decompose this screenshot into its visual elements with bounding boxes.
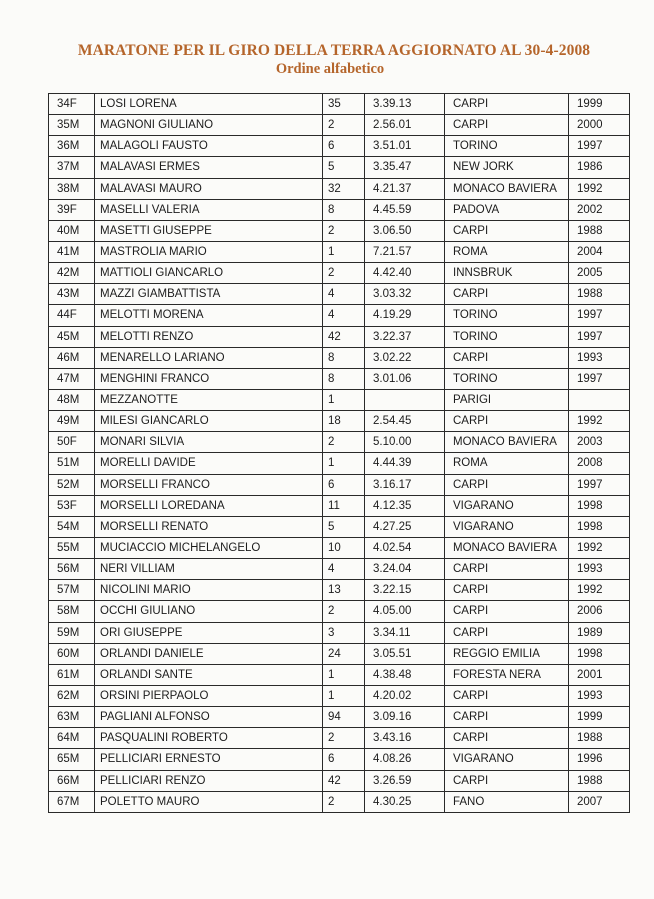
best-time: 3.01.06 <box>365 368 445 389</box>
race-year: 1988 <box>569 284 630 305</box>
best-time: 3.43.16 <box>365 728 445 749</box>
race-year: 1993 <box>569 685 630 706</box>
runner-code: 46M <box>49 347 95 368</box>
best-time: 3.06.50 <box>365 220 445 241</box>
table-row <box>49 791 630 812</box>
race-year: 1986 <box>569 157 630 178</box>
runner-code: 65M <box>49 749 95 770</box>
runner-name: OCCHI GIULIANO <box>95 601 323 622</box>
document-subtitle: Ordine alfabetico <box>275 61 385 77</box>
race-year: 2000 <box>569 115 630 136</box>
race-location: MONACO BAVIERA <box>445 178 569 199</box>
race-location: CARPI <box>445 115 569 136</box>
runner-code: 42M <box>49 263 95 284</box>
race-year: 1997 <box>569 474 630 495</box>
table-row <box>49 474 630 495</box>
table-body <box>49 94 630 813</box>
runner-name: ORSINI PIERPAOLO <box>95 685 323 706</box>
runner-name: MONARI SILVIA <box>95 432 323 453</box>
race-location: CARPI <box>445 411 569 432</box>
marathon-count: 8 <box>323 368 365 389</box>
marathon-count: 2 <box>323 601 365 622</box>
runner-code: 63M <box>49 707 95 728</box>
table-row <box>49 115 630 136</box>
marathon-count: 4 <box>323 559 365 580</box>
table-row <box>49 157 630 178</box>
best-time: 3.34.11 <box>365 622 445 643</box>
marathon-count: 10 <box>323 537 365 558</box>
runner-code: 61M <box>49 664 95 685</box>
best-time: 3.22.37 <box>365 326 445 347</box>
race-year: 2008 <box>569 453 630 474</box>
marathon-count: 4 <box>323 305 365 326</box>
table-row <box>49 537 630 558</box>
runner-code: 45M <box>49 326 95 347</box>
runner-code: 47M <box>49 368 95 389</box>
race-year: 1997 <box>569 326 630 347</box>
race-location: CARPI <box>445 622 569 643</box>
race-year: 1996 <box>569 749 630 770</box>
race-year: 1997 <box>569 368 630 389</box>
race-location: PARIGI <box>445 389 569 410</box>
table-row <box>49 516 630 537</box>
runner-name: PELLICIARI RENZO <box>95 770 323 791</box>
runner-name: MALAVASI ERMES <box>95 157 323 178</box>
marathon-count: 42 <box>323 770 365 791</box>
runner-code: 49M <box>49 411 95 432</box>
race-location: CARPI <box>445 559 569 580</box>
marathon-count: 2 <box>323 263 365 284</box>
race-location: CARPI <box>445 601 569 622</box>
table-row <box>49 178 630 199</box>
race-year: 2002 <box>569 199 630 220</box>
table-row <box>49 432 630 453</box>
best-time: 3.22.15 <box>365 580 445 601</box>
race-year: 1997 <box>569 136 630 157</box>
race-location: CARPI <box>445 347 569 368</box>
best-time: 5.10.00 <box>365 432 445 453</box>
marathon-count: 6 <box>323 749 365 770</box>
race-location: CARPI <box>445 220 569 241</box>
marathon-count: 3 <box>323 622 365 643</box>
runner-name: PELLICIARI ERNESTO <box>95 749 323 770</box>
runner-code: 35M <box>49 115 95 136</box>
best-time: 3.51.01 <box>365 136 445 157</box>
marathon-count: 94 <box>323 707 365 728</box>
race-year: 1993 <box>569 347 630 368</box>
header <box>0 42 654 78</box>
race-location: CARPI <box>445 284 569 305</box>
runner-name: MELOTTI MORENA <box>95 305 323 326</box>
table-row <box>49 707 630 728</box>
race-year: 1997 <box>569 305 630 326</box>
marathon-count: 13 <box>323 580 365 601</box>
best-time: 4.21.37 <box>365 178 445 199</box>
table-row <box>49 643 630 664</box>
runner-name: MORSELLI LOREDANA <box>95 495 323 516</box>
marathon-count: 8 <box>323 199 365 220</box>
race-year: 1992 <box>569 178 630 199</box>
best-time: 3.39.13 <box>365 94 445 115</box>
marathon-count: 1 <box>323 685 365 706</box>
best-time: 3.16.17 <box>365 474 445 495</box>
runner-code: 48M <box>49 389 95 410</box>
best-time: 4.05.00 <box>365 601 445 622</box>
runner-name: MAZZI GIAMBATTISTA <box>95 284 323 305</box>
best-time: 2.56.01 <box>365 115 445 136</box>
best-time: 3.26.59 <box>365 770 445 791</box>
race-location: CARPI <box>445 770 569 791</box>
table-row <box>49 305 630 326</box>
race-year: 2004 <box>569 241 630 262</box>
runner-name: MORELLI DAVIDE <box>95 453 323 474</box>
best-time: 4.38.48 <box>365 664 445 685</box>
table-row <box>49 199 630 220</box>
marathon-count: 4 <box>323 284 365 305</box>
runner-code: 36M <box>49 136 95 157</box>
marathon-count: 11 <box>323 495 365 516</box>
runner-name: MELOTTI RENZO <box>95 326 323 347</box>
marathon-count: 6 <box>323 136 365 157</box>
marathon-count: 6 <box>323 474 365 495</box>
race-location: NEW JORK <box>445 157 569 178</box>
table-row <box>49 453 630 474</box>
runner-code: 50F <box>49 432 95 453</box>
race-location: FORESTA NERA <box>445 664 569 685</box>
best-time: 3.05.51 <box>365 643 445 664</box>
marathon-count: 18 <box>323 411 365 432</box>
runner-code: 64M <box>49 728 95 749</box>
marathon-count: 5 <box>323 157 365 178</box>
best-time: 4.12.35 <box>365 495 445 516</box>
runner-code: 58M <box>49 601 95 622</box>
marathon-count: 2 <box>323 791 365 812</box>
table-row <box>49 601 630 622</box>
race-year: 1993 <box>569 559 630 580</box>
marathon-count: 1 <box>323 389 365 410</box>
table-row <box>49 580 630 601</box>
marathon-count: 8 <box>323 347 365 368</box>
runner-name: MALAGOLI FAUSTO <box>95 136 323 157</box>
marathon-count: 1 <box>323 241 365 262</box>
runner-name: PAGLIANI ALFONSO <box>95 707 323 728</box>
runner-code: 51M <box>49 453 95 474</box>
best-time: 4.02.54 <box>365 537 445 558</box>
table-row <box>49 664 630 685</box>
race-year: 1998 <box>569 643 630 664</box>
table-row <box>49 326 630 347</box>
race-year <box>569 389 630 410</box>
runner-name: MENGHINI FRANCO <box>95 368 323 389</box>
runner-name: MENARELLO LARIANO <box>95 347 323 368</box>
runner-code: 54M <box>49 516 95 537</box>
marathon-count: 32 <box>323 178 365 199</box>
runner-code: 60M <box>49 643 95 664</box>
table-row <box>49 347 630 368</box>
race-location: FANO <box>445 791 569 812</box>
race-location: PADOVA <box>445 199 569 220</box>
runner-name: LOSI LORENA <box>95 94 323 115</box>
race-year: 2007 <box>569 791 630 812</box>
race-location: CARPI <box>445 94 569 115</box>
best-time: 3.35.47 <box>365 157 445 178</box>
race-location: ROMA <box>445 241 569 262</box>
runners-table <box>48 93 630 813</box>
race-location: REGGIO EMILIA <box>445 643 569 664</box>
race-year: 1988 <box>569 220 630 241</box>
table-row <box>49 622 630 643</box>
race-year: 1992 <box>569 411 630 432</box>
race-location: CARPI <box>445 685 569 706</box>
runner-name: MORSELLI FRANCO <box>95 474 323 495</box>
race-location: INNSBRUK <box>445 263 569 284</box>
table-row <box>49 728 630 749</box>
marathon-count: 1 <box>323 664 365 685</box>
race-location: TORINO <box>445 368 569 389</box>
table-row <box>49 220 630 241</box>
best-time: 3.03.32 <box>365 284 445 305</box>
best-time: 4.19.29 <box>365 305 445 326</box>
runner-code: 52M <box>49 474 95 495</box>
best-time <box>365 389 445 410</box>
race-year: 1988 <box>569 728 630 749</box>
runner-name: MAGNONI GIULIANO <box>95 115 323 136</box>
race-year: 1999 <box>569 707 630 728</box>
race-location: TORINO <box>445 326 569 347</box>
runner-name: MASELLI VALERIA <box>95 199 323 220</box>
best-time: 4.20.02 <box>365 685 445 706</box>
table-row <box>49 495 630 516</box>
best-time: 4.30.25 <box>365 791 445 812</box>
best-time: 4.44.39 <box>365 453 445 474</box>
runner-code: 59M <box>49 622 95 643</box>
best-time: 2.54.45 <box>365 411 445 432</box>
marathon-count: 35 <box>323 94 365 115</box>
best-time: 3.24.04 <box>365 559 445 580</box>
runner-code: 37M <box>49 157 95 178</box>
runner-code: 57M <box>49 580 95 601</box>
best-time: 4.45.59 <box>365 199 445 220</box>
race-year: 2005 <box>569 263 630 284</box>
table-row <box>49 389 630 410</box>
marathon-count: 42 <box>323 326 365 347</box>
best-time: 4.08.26 <box>365 749 445 770</box>
table-row <box>49 284 630 305</box>
runner-code: 41M <box>49 241 95 262</box>
runner-code: 53F <box>49 495 95 516</box>
table-row <box>49 770 630 791</box>
race-location: TORINO <box>445 305 569 326</box>
table-row <box>49 411 630 432</box>
marathon-count: 24 <box>323 643 365 664</box>
race-year: 2003 <box>569 432 630 453</box>
race-location: VIGARANO <box>445 495 569 516</box>
table-row <box>49 94 630 115</box>
runner-name: ORLANDI SANTE <box>95 664 323 685</box>
table-row <box>49 559 630 580</box>
runner-name: MASETTI GIUSEPPE <box>95 220 323 241</box>
runner-name: MATTIOLI GIANCARLO <box>95 263 323 284</box>
runner-code: 40M <box>49 220 95 241</box>
table-row <box>49 263 630 284</box>
runner-code: 66M <box>49 770 95 791</box>
table-row <box>49 685 630 706</box>
runner-name: ORI GIUSEPPE <box>95 622 323 643</box>
marathon-count: 1 <box>323 453 365 474</box>
best-time: 3.09.16 <box>365 707 445 728</box>
runner-code: 55M <box>49 537 95 558</box>
race-year: 2001 <box>569 664 630 685</box>
runner-code: 39F <box>49 199 95 220</box>
race-year: 1989 <box>569 622 630 643</box>
runner-code: 56M <box>49 559 95 580</box>
table-row <box>49 136 630 157</box>
race-year: 1992 <box>569 580 630 601</box>
race-location: ROMA <box>445 453 569 474</box>
runner-code: 44F <box>49 305 95 326</box>
runner-name: PASQUALINI ROBERTO <box>95 728 323 749</box>
race-year: 1999 <box>569 94 630 115</box>
runner-name: MUCIACCIO MICHELANGELO <box>95 537 323 558</box>
runner-name: POLETTO MAURO <box>95 791 323 812</box>
runner-code: 34F <box>49 94 95 115</box>
table-row <box>49 368 630 389</box>
marathon-count: 2 <box>323 220 365 241</box>
marathon-count: 2 <box>323 728 365 749</box>
race-location: CARPI <box>445 474 569 495</box>
runner-code: 43M <box>49 284 95 305</box>
race-year: 1988 <box>569 770 630 791</box>
race-year: 1992 <box>569 537 630 558</box>
race-year: 1998 <box>569 495 630 516</box>
marathon-count: 2 <box>323 115 365 136</box>
runner-name: MEZZANOTTE <box>95 389 323 410</box>
table-row <box>49 749 630 770</box>
marathon-count: 2 <box>323 432 365 453</box>
document-title: MARATONE PER IL GIRO DELLA TERRA AGGIORNATO AL 30-4-2008 <box>77 42 591 59</box>
runner-name: ORLANDI DANIELE <box>95 643 323 664</box>
race-location: CARPI <box>445 728 569 749</box>
best-time: 7.21.57 <box>365 241 445 262</box>
runner-name: MALAVASI MAURO <box>95 178 323 199</box>
race-location: TORINO <box>445 136 569 157</box>
best-time: 4.27.25 <box>365 516 445 537</box>
best-time: 4.42.40 <box>365 263 445 284</box>
best-time: 3.02.22 <box>365 347 445 368</box>
race-location: CARPI <box>445 580 569 601</box>
race-location: CARPI <box>445 707 569 728</box>
race-location: VIGARANO <box>445 516 569 537</box>
race-location: MONACO BAVIERA <box>445 432 569 453</box>
runner-name: MILESI GIANCARLO <box>95 411 323 432</box>
runner-name: NERI VILLIAM <box>95 559 323 580</box>
marathon-count: 5 <box>323 516 365 537</box>
runner-name: MASTROLIA MARIO <box>95 241 323 262</box>
table-row <box>49 241 630 262</box>
race-year: 2006 <box>569 601 630 622</box>
runner-name: MORSELLI RENATO <box>95 516 323 537</box>
runner-name: NICOLINI MARIO <box>95 580 323 601</box>
runner-code: 67M <box>49 791 95 812</box>
race-location: VIGARANO <box>445 749 569 770</box>
runner-code: 38M <box>49 178 95 199</box>
race-location: MONACO BAVIERA <box>445 537 569 558</box>
runner-code: 62M <box>49 685 95 706</box>
race-year: 1998 <box>569 516 630 537</box>
